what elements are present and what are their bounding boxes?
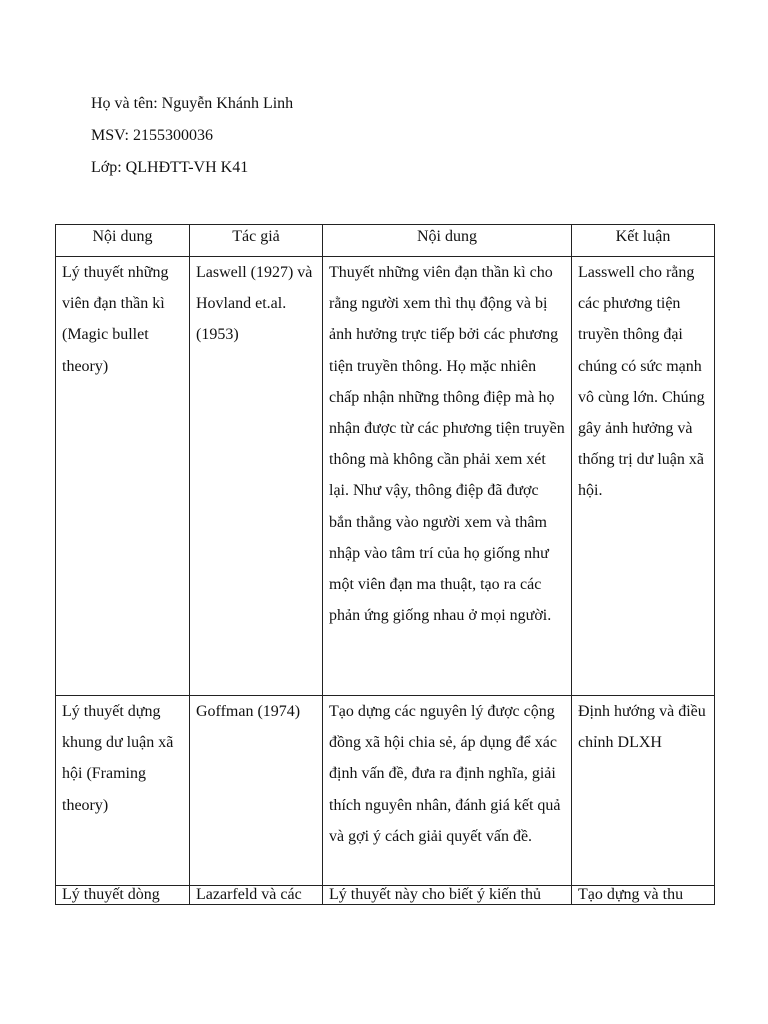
content-cell <box>323 257 572 696</box>
table-header-row <box>56 225 715 257</box>
theory-cell <box>56 886 190 905</box>
student-info <box>91 93 293 189</box>
author-cell <box>190 886 323 905</box>
conclusion-text: Định hướng và điều chỉnh DLXH <box>578 703 706 752</box>
theory-cell <box>56 696 190 886</box>
author-text: Lazarfeld và các <box>196 886 302 903</box>
theory-text: Lý thuyết những viên đạn thần kì (Magic bullet theory) <box>62 264 169 375</box>
table-row <box>56 257 715 696</box>
content-text: Tạo dựng các nguyên lý được cộng đồng xã hội chia sẻ, áp dụng để xác định vấn đề, đưa ra định nghĩa, giải thích nguyên nhân, đánh giá kết quả và gợi ý cách giải quyết vấn đề. <box>329 703 561 845</box>
author-text: Goffman (1974) <box>196 703 301 720</box>
column-header-theory: Nội dung <box>56 225 190 257</box>
content-text: Lý thuyết này cho biết ý kiến thủ <box>329 886 541 903</box>
student-id-line: MSV: 2155300036 <box>91 127 213 144</box>
author-cell <box>190 257 323 696</box>
class-line: Lớp: QLHĐTT-VH K41 <box>91 159 249 176</box>
theory-text: Lý thuyết dựng khung dư luận xã hội (Framing theory) <box>62 703 174 814</box>
student-name-line: Họ và tên: Nguyễn Khánh Linh <box>91 95 294 112</box>
theory-cell <box>56 257 190 696</box>
conclusion-cell <box>572 696 715 886</box>
author-text: Laswell (1927) và Hovland et.al. (1953) <box>196 264 313 344</box>
table-row <box>56 696 715 886</box>
conclusion-cell <box>572 257 715 696</box>
content-text: Thuyết những viên đạn thần kì cho rằng người xem thì thụ động và bị ảnh hưởng trực tiếp bởi các phương tiện truyền thông. Họ mặc nhiên chấp nhận những thông điệp mà họ nhận được từ các phương tiện truyền thông mà không cần phải xem xét lại. Như vậy, thông điệp đã được bắn thẳng vào người xem và thâm nhập vào tâm trí của họ giống như một viên đạn ma thuật, tạo ra các phản ứng giống nhau ở mọi người. <box>329 264 565 625</box>
conclusion-text: Tạo dựng và thu <box>578 886 684 903</box>
table-row <box>56 886 715 905</box>
column-header-author: Tác giả <box>190 225 323 257</box>
theory-table <box>55 224 715 905</box>
author-cell <box>190 696 323 886</box>
column-header-conclusion: Kết luận <box>572 225 715 257</box>
content-cell <box>323 696 572 886</box>
conclusion-text: Lasswell cho rằng các phương tiện truyền thông đại chúng có sức mạnh vô cùng lớn. Chúng gây ảnh hưởng và thống trị dư luận xã hội. <box>578 264 705 500</box>
theory-text: Lý thuyết dòng <box>62 886 160 903</box>
content-cell <box>323 886 572 905</box>
conclusion-cell <box>572 886 715 905</box>
column-header-content: Nội dung <box>323 225 572 257</box>
